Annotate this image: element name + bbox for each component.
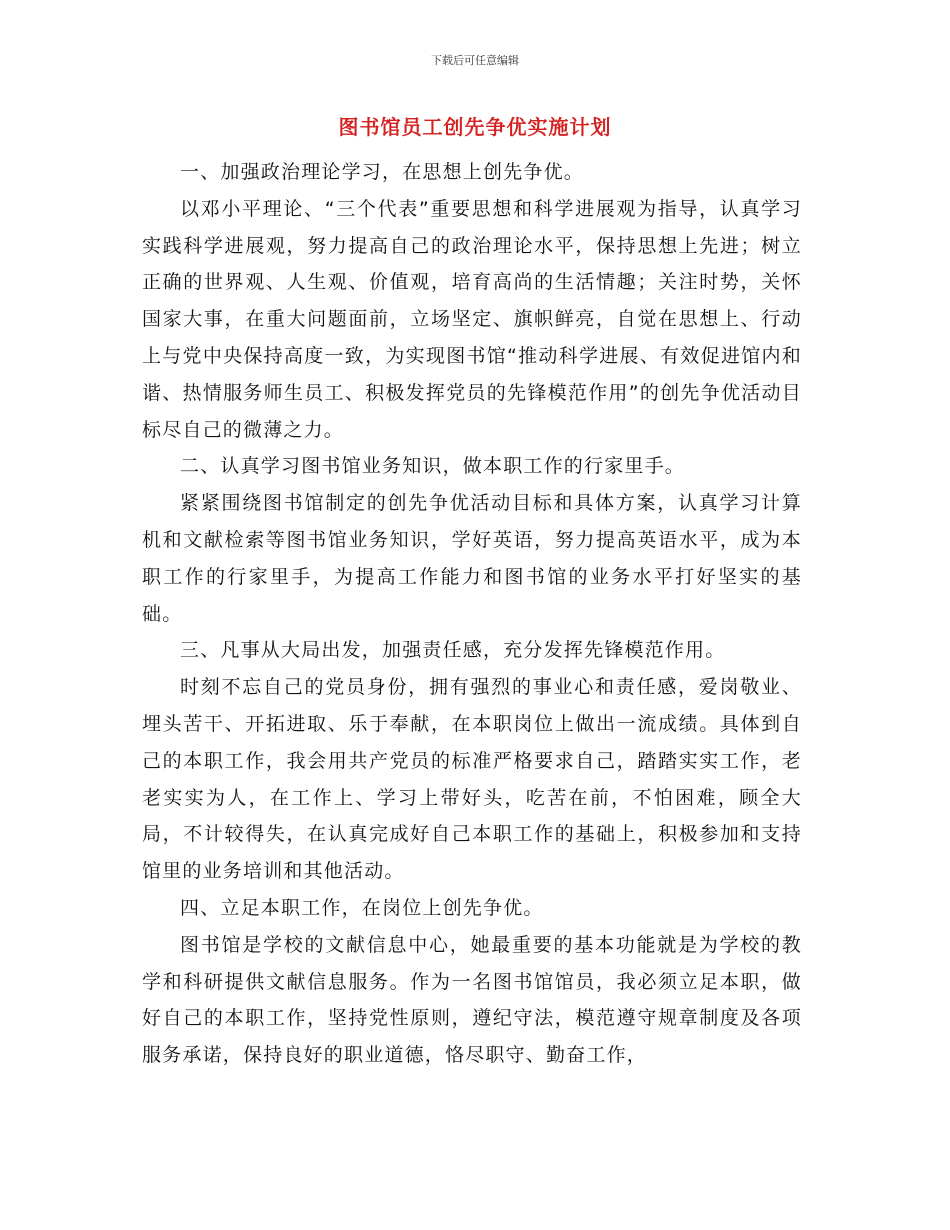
section-heading-1: 一、加强政治理论学习，在思想上创先争优。 [180, 161, 585, 183]
body-paragraph-4: 图书馆是学校的文献信息中心，她最重要的基本功能就是为学校的教学和科研提供文献信息服务。作为一名图书馆馆员，我必须立足本职，做好自己的本职工作，坚持党性原则，遵纪守法，模范遵守规章制度及各项服务承诺，保持良好的职业道德，恪尽职守、勤奋工作， [142, 933, 802, 1067]
body-paragraph-1: 以邓小平理论、“三个代表”重要思想和科学进展观为指导，认真学习实践科学进展观，努力提高自己的政治理论水平，保持思想上先进；树立正确的世界观、人生观、价值观，培育高尚的生活情趣；关注时势，关怀国家大事，在重大问题面前，立场坚定、旗帜鲜亮，自觉在思想上、行动上与党中央保持高度一致，为实现图书馆“推动科学进展、有效促进馆内和谐、热情服务师生员工、积极发挥党员的先锋模范作用”的创先争优活动目标尽自己的微薄之力。 [142, 197, 802, 441]
section-heading-3: 三、凡事从大局出发，加强责任感，充分发挥先锋模范作用。 [180, 639, 726, 662]
section-heading-2: 二、认真学习图书馆业务知识，做本职工作的行家里手。 [180, 455, 686, 478]
document-body [142, 154, 802, 1074]
body-paragraph-2: 紧紧围绕图书馆制定的创先争优活动目标和具体方案，认真学习计算机和文献检索等图书馆业务知识，学好英语，努力提高英语水平，成为本职工作的行家里手，为提高工作能力和图书馆的业务水平打好坚实的基础。 [142, 492, 802, 625]
body-paragraph-3: 时刻不忘自己的党员身份，拥有强烈的事业心和责任感，爱岗敬业、埋头苦干、开拓进取、乐于奉献，在本职岗位上做出一流成绩。具体到自己的本职工作，我会用共产党员的标准严格要求自己，踏踏实实工作，老老实实为人，在工作上、学习上带好头，吃苦在前，不怕困难，顾全大局，不计较得失，在认真完成好自己本职工作的基础上，积极参加和支持馆里的业务培训和其他活动。 [142, 676, 802, 883]
header-note: 下载后可任意编辑 [431, 54, 519, 67]
section-heading-4: 四、立足本职工作，在岗位上创先争优。 [180, 896, 544, 919]
document-title: 图书馆员工创先争优实施计划 [338, 115, 612, 139]
